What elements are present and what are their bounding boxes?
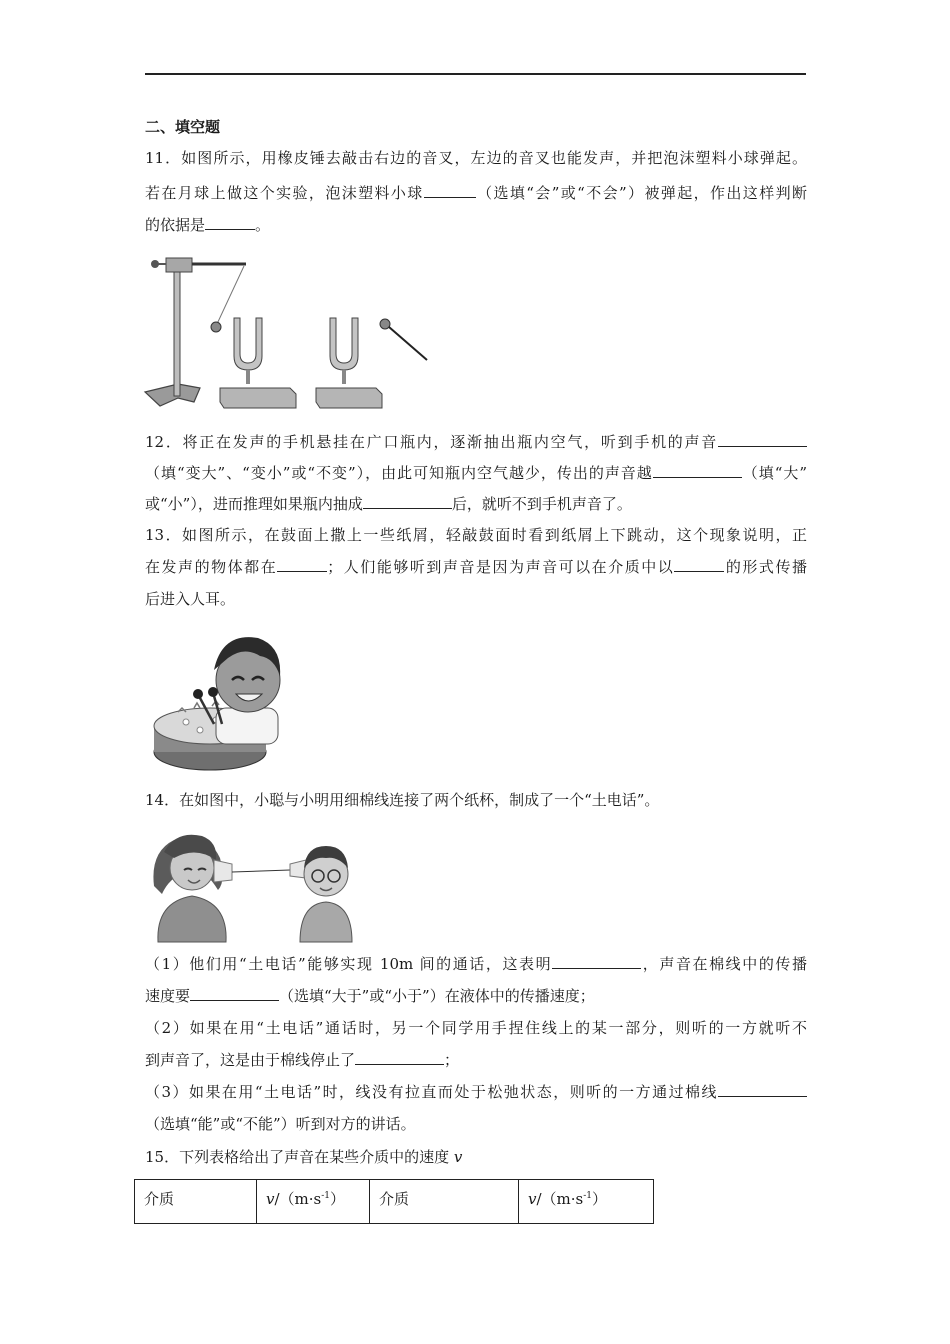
- q11-line-2: 若在月球上做这个实验，泡沫塑料小球 （选填“会”或“不会”）被弹起，作出这样判断: [145, 184, 807, 202]
- q11-line-1: 11．如图所示，用橡皮锤去敲击右边的音叉，左边的音叉也能发声，并把泡沫塑料小球弹起。: [145, 149, 807, 167]
- string-phone-figure: [148, 824, 358, 944]
- q11-line-3: 的依据是 。: [145, 216, 271, 234]
- q13-blank-1[interactable]: [277, 557, 327, 572]
- q14-blank-4[interactable]: [718, 1082, 807, 1097]
- q14-blank-3[interactable]: [355, 1050, 444, 1065]
- q14-p2-line-2: 到声音了，这是由于棉线停止了 ；: [145, 1051, 460, 1069]
- q14-blank-2[interactable]: [190, 986, 279, 1001]
- q13-line-2: 在发声的物体都在 ；人们能够听到声音是因为声音可以在介质中以 的形式传播: [145, 558, 807, 576]
- q15-intro: 15．下列表格给出了声音在某些介质中的速度 v: [145, 1148, 463, 1166]
- q14-p1-line-2: 速度要 （选填“大于”或“小于”）在液体中的传播速度；: [145, 987, 595, 1005]
- q14-p3-line-2: （选填“能”或“不能”）听到对方的讲话。: [145, 1115, 416, 1133]
- q14-blank-1[interactable]: [552, 954, 641, 969]
- q11-blank-2[interactable]: [205, 215, 255, 230]
- q12-blank-3[interactable]: [363, 494, 452, 509]
- q14-intro: 14．在如图中，小聪与小明用细棉线连接了两个纸杯，制成了一个“土电话”。: [145, 791, 660, 809]
- q14-p2-line-1: （2）如果在用“土电话”通话时，另一个同学用手捏住线上的某一部分，则听的一方就听不: [145, 1019, 807, 1037]
- q13-blank-2[interactable]: [674, 557, 724, 572]
- drum-boy-figure: [152, 628, 286, 774]
- q14-p1-line-1: （1）他们用“土电话”能够实现 10m 间的通话，这表明 ，声音在棉线中的传播: [145, 955, 807, 973]
- q12-blank-1[interactable]: [718, 432, 807, 447]
- q12-line-3: 或“小”），进而推理如果瓶内抽成 后，就听不到手机声音了。: [145, 495, 632, 513]
- q12-line-2: （填“变大”、“变小”或“不变”），由此可知瓶内空气越少，传出的声音越 （填“大”: [145, 464, 807, 482]
- q13-line-3: 后进入人耳。: [145, 590, 236, 608]
- q13-line-1: 13．如图所示，在鼓面上撒上一些纸屑，轻敲鼓面时看到纸屑上下跳动，这个现象说明，正: [145, 526, 807, 544]
- tuning-fork-figure: [142, 252, 438, 416]
- section-title: 二、填空题: [145, 118, 221, 136]
- q14-p3-line-1: （3）如果在用“土电话”时，线没有拉直而处于松弛状态，则听的一方通过棉线: [145, 1082, 807, 1102]
- table-header-cell: $v/(m\cdot s^{-1})$: [519, 1180, 654, 1224]
- q11-blank-1[interactable]: [424, 183, 476, 198]
- speed-table: [134, 1179, 654, 1224]
- q12-blank-2[interactable]: [653, 463, 742, 478]
- q12-line-1: 12．将正在发声的手机悬挂在广口瓶内，逐渐抽出瓶内空气，听到手机的声音: [145, 432, 807, 452]
- header-rule: [145, 73, 806, 75]
- table-header-cell: $v/(m\cdot s^{-1})$: [257, 1180, 370, 1224]
- table-header-cell: 介质: [370, 1180, 519, 1224]
- table-header-cell: 介质: [135, 1180, 257, 1224]
- table-header-row: [135, 1180, 654, 1224]
